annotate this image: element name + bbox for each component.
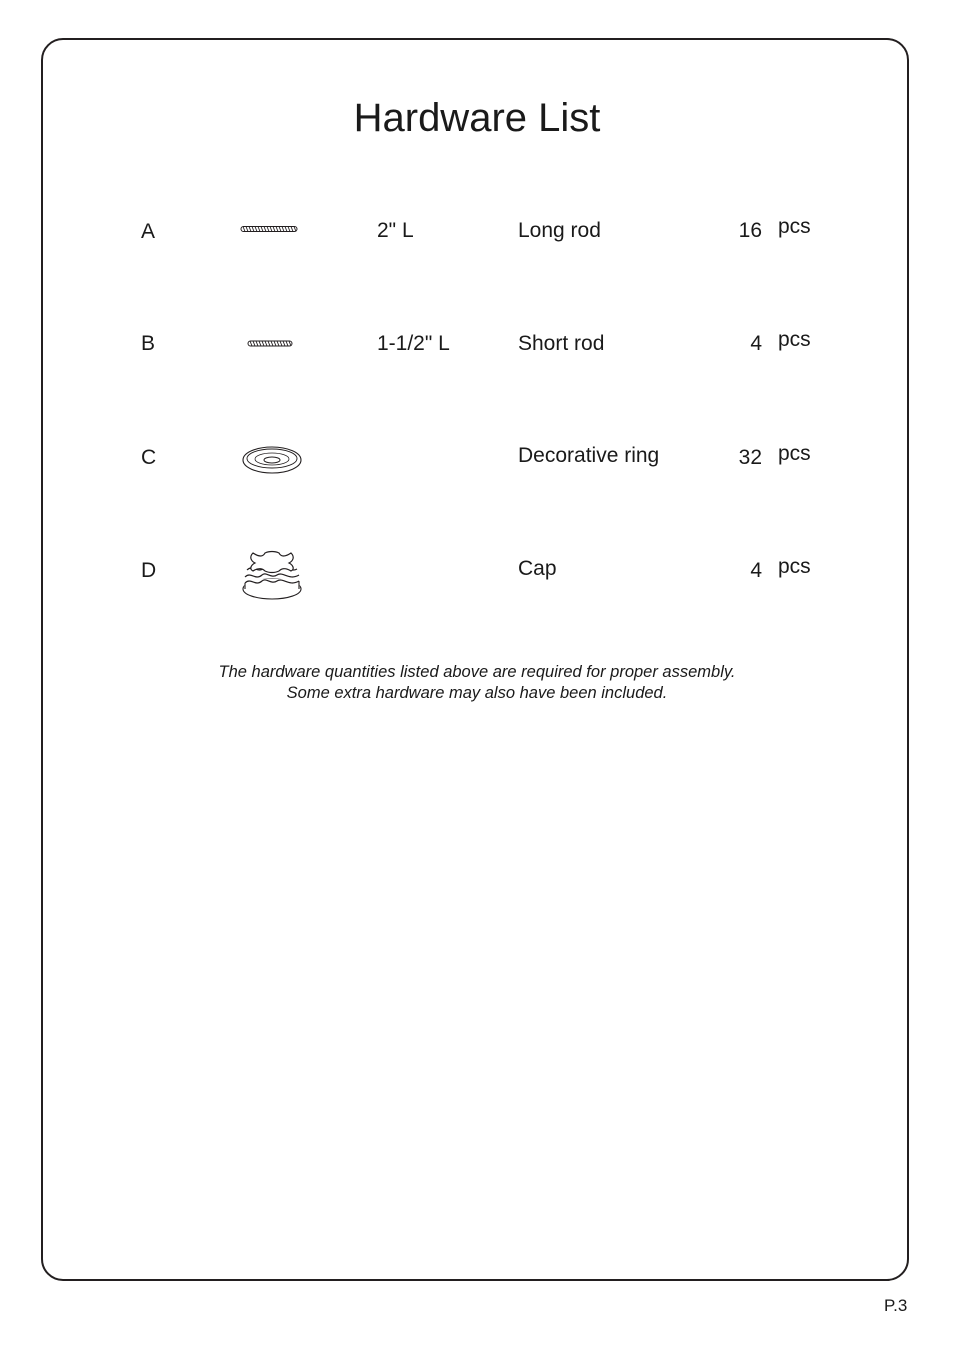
cap-icon: [235, 539, 309, 599]
note-line-2: Some extra hardware may also have been included.: [286, 684, 668, 702]
item-unit: pcs: [778, 328, 811, 351]
item-description: Decorative ring: [518, 444, 660, 467]
short-rod-icon: [235, 314, 309, 374]
item-description: Long rod: [518, 219, 601, 242]
item-description: Short rod: [518, 332, 605, 355]
hardware-row-c: [0, 444, 954, 504]
page-title: Hardware List: [353, 96, 601, 140]
item-letter: D: [141, 559, 157, 582]
page-number: P.3: [884, 1296, 908, 1315]
item-letter: A: [141, 220, 156, 243]
hardware-row-b: [0, 330, 954, 390]
hardware-row-d: [0, 557, 954, 617]
hardware-row-a: [0, 216, 954, 276]
item-letter: B: [141, 332, 156, 355]
item-quantity: 4: [750, 332, 762, 355]
item-unit: pcs: [778, 442, 811, 465]
item-quantity: 16: [738, 219, 762, 242]
item-letter: C: [141, 446, 157, 469]
item-quantity: 32: [738, 446, 762, 469]
long-rod-icon: [235, 200, 309, 260]
decorative-ring-icon: [235, 430, 309, 490]
item-size: 1-1/2" L: [377, 332, 450, 355]
item-unit: pcs: [778, 215, 811, 238]
item-size: 2" L: [377, 219, 414, 242]
note-line-1: The hardware quantities listed above are required for proper assembly.: [218, 663, 736, 681]
item-description: Cap: [518, 557, 557, 580]
item-unit: pcs: [778, 555, 811, 578]
item-quantity: 4: [750, 559, 762, 582]
assembly-note: [0, 662, 954, 704]
